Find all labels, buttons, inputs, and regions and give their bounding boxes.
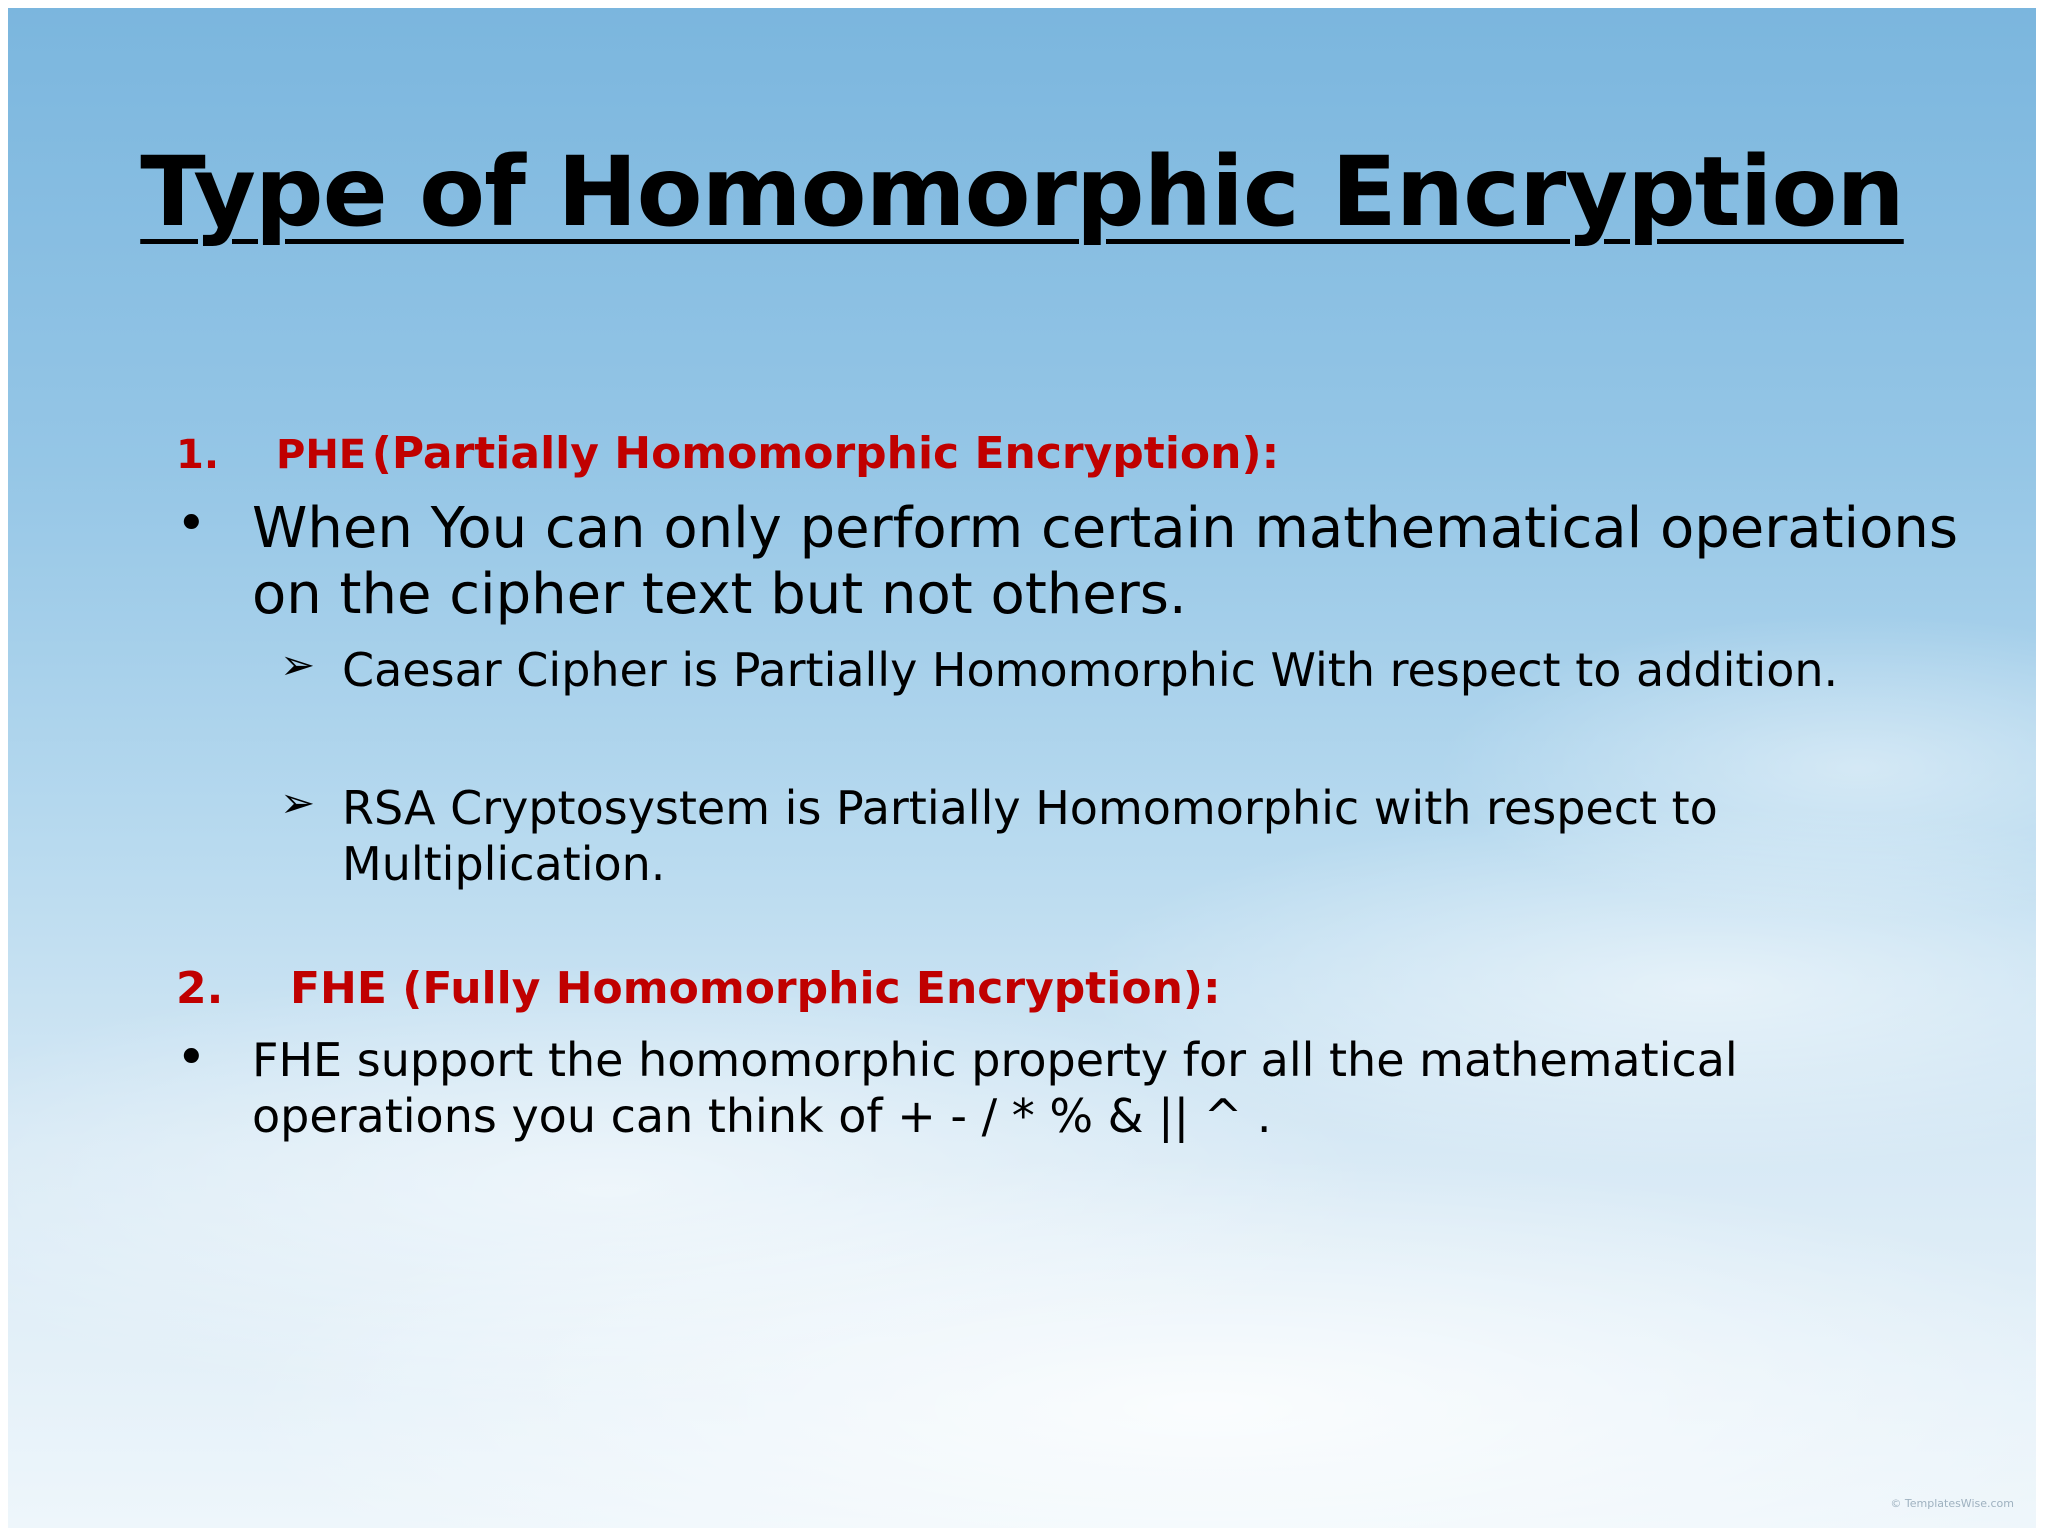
bullet-dot: • [176, 494, 207, 554]
section1-sub2-line1: RSA Cryptosystem is Partially Homomorphic with respect to [342, 781, 1718, 835]
watermark: © TemplatesWise.com [1890, 1497, 2014, 1510]
section1-abbr: PHE [276, 432, 367, 478]
section2-bullet-line2: operations you can think of + - / * % & || ^ . [252, 1089, 1272, 1143]
section1-sub1: Caesar Cipher is Partially Homomorphic With respect to addition. [342, 643, 1839, 697]
section1-number: 1. [176, 432, 220, 478]
slide [8, 8, 2036, 1528]
section1-sub2-line2: Multiplication. [342, 837, 666, 891]
section2-number: 2. [176, 963, 224, 1014]
section1-heading [276, 428, 1279, 479]
arrow-bullet-icon: ➢ [280, 640, 316, 689]
section1-bullet-line1: When You can only perform certain mathematical operations [252, 496, 1959, 561]
section2-bullet-line1: FHE support the homomorphic property for all the mathematical [252, 1033, 1738, 1087]
section1-bullet-line2: on the cipher text but not others. [252, 562, 1187, 627]
section2-heading: FHE (Fully Homomorphic Encryption): [290, 963, 1221, 1014]
arrow-bullet-icon: ➢ [280, 778, 316, 827]
section1-heading-text: (Partially Homomorphic Encryption): [371, 428, 1280, 479]
slide-title: Type of Homomorphic Encryption [140, 136, 1904, 248]
bullet-dot: • [176, 1028, 207, 1088]
